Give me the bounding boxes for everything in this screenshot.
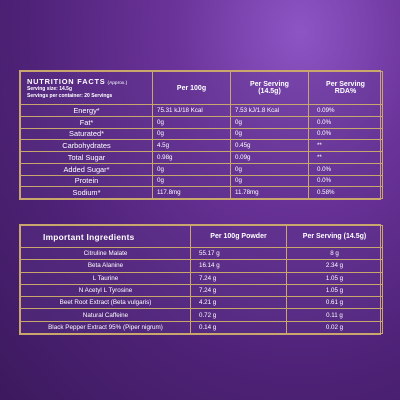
- ingredient-name: Beet Root Extract (Beta vulgaris): [21, 297, 191, 309]
- nutrient-rda: 0.0%: [309, 163, 383, 175]
- col-header-per100-powder: Per 100g Powder: [191, 226, 287, 248]
- nutrient-per100: 0g: [153, 175, 231, 187]
- ingredients-panel: [19, 224, 381, 335]
- nutrition-row: [21, 105, 383, 117]
- col-header-per-serving: [231, 72, 309, 105]
- nutrient-per-serving: 0.45g: [231, 140, 309, 152]
- ingredients-table: [20, 225, 383, 334]
- nutrient-name: Saturated*: [21, 128, 153, 140]
- ingredient-name: N Acetyl L Tyrosine: [21, 284, 191, 296]
- ingredient-per-serving: 1.05 g: [287, 272, 383, 284]
- nutrient-name: Carbohydrates: [21, 140, 153, 152]
- nutrient-rda: **: [309, 140, 383, 152]
- serving-size: Serving size: 14.5g: [27, 86, 73, 93]
- ingredient-row: [21, 297, 383, 309]
- ingredient-per100: 0.14 g: [191, 321, 287, 333]
- nutrition-title: NUTRITION FACTS: [27, 77, 106, 87]
- col-header-per-serving-line1: Per Serving: [250, 81, 289, 88]
- ingredient-name: L Taurine: [21, 272, 191, 284]
- servings-per-container: Servings per container: 20 Servings: [27, 92, 113, 99]
- nutrient-per-serving: 7.53 kJ/1.8 Kcal: [231, 105, 309, 117]
- nutrition-row: [21, 116, 383, 128]
- ingredient-per-serving: 0.02 g: [287, 321, 383, 333]
- nutrient-per100: 75.31 kJ/18 Kcal: [153, 105, 231, 117]
- nutrient-per-serving: 0g: [231, 175, 309, 187]
- nutrition-row: [21, 128, 383, 140]
- ingredient-per100: 16.14 g: [191, 260, 287, 272]
- nutrition-approx-note: (Approx.): [107, 81, 128, 87]
- nutrient-rda: 0.0%: [309, 175, 383, 187]
- ingredient-per100: 7.24 g: [191, 272, 287, 284]
- ingredient-name: Citruline Malate: [21, 248, 191, 260]
- nutrient-per100: 0g: [153, 163, 231, 175]
- nutrition-table: [20, 71, 383, 199]
- col-header-rda: [309, 72, 383, 105]
- nutrient-rda: 0.09%: [309, 105, 383, 117]
- ingredient-row: [21, 309, 383, 321]
- nutrient-rda: **: [309, 152, 383, 164]
- col-header-per100-label: Per 100g: [176, 84, 207, 92]
- col-header-per-serving-ing: Per Serving (14.5g): [287, 226, 383, 248]
- nutrient-per100: 0g: [153, 116, 231, 128]
- nutrition-row: [21, 140, 383, 152]
- nutrition-title-cell: [21, 72, 153, 105]
- ingredient-per100: 0.72 g: [191, 309, 287, 321]
- nutrient-name: Protein: [21, 175, 153, 187]
- col-header-per-serving-line2: (14.5g): [258, 88, 281, 95]
- nutrient-per-serving: 0g: [231, 128, 309, 140]
- ingredients-header-row: [21, 226, 383, 248]
- ingredient-per-serving: 0.61 g: [287, 297, 383, 309]
- nutrition-row: [21, 175, 383, 187]
- nutrition-row: [21, 187, 383, 199]
- nutrition-header-row: [21, 72, 383, 105]
- nutrient-name: Sodium*: [21, 187, 153, 199]
- ingredient-name: Natural Caffeine: [21, 309, 191, 321]
- ingredient-per100: 55.17 g: [191, 248, 287, 260]
- nutrition-row: [21, 163, 383, 175]
- col-header-rda-line2: RDA%: [334, 88, 357, 95]
- ingredient-name: Beta Alanine: [21, 260, 191, 272]
- nutrient-rda: 0.0%: [309, 128, 383, 140]
- nutrient-name: Energy*: [21, 105, 153, 117]
- nutrition-facts-panel: [19, 70, 381, 200]
- col-header-rda-line1: Per Serving: [326, 81, 365, 88]
- nutrient-per-serving: 0.09g: [231, 152, 309, 164]
- ingredient-per-serving: 2.34 g: [287, 260, 383, 272]
- ingredient-row: [21, 321, 383, 333]
- ingredient-per-serving: 1.05 g: [287, 284, 383, 296]
- nutrition-row: [21, 152, 383, 164]
- nutrient-per-serving: 0g: [231, 163, 309, 175]
- ingredient-row: [21, 272, 383, 284]
- nutrient-per100: 0.98g: [153, 152, 231, 164]
- nutrient-per-serving: 0g: [231, 116, 309, 128]
- ingredient-row: [21, 248, 383, 260]
- nutrient-rda: 0.0%: [309, 116, 383, 128]
- ingredient-row: [21, 260, 383, 272]
- nutrient-per100: 117.8mg: [153, 187, 231, 199]
- ingredient-per100: 7.24 g: [191, 284, 287, 296]
- ingredient-name: Black Pepper Extract 95% (Piper nigrum): [21, 321, 191, 333]
- ingredient-per100: 4.21 g: [191, 297, 287, 309]
- nutrient-rda: 0.58%: [309, 187, 383, 199]
- nutrient-per100: 4.5g: [153, 140, 231, 152]
- nutrient-name: Added Sugar*: [21, 163, 153, 175]
- ingredient-row: [21, 284, 383, 296]
- col-header-per100: [153, 72, 231, 105]
- ingredient-per-serving: 8 g: [287, 248, 383, 260]
- nutrient-name: Total Sugar: [21, 152, 153, 164]
- nutrient-per100: 0g: [153, 128, 231, 140]
- nutrient-per-serving: 11.78mg: [231, 187, 309, 199]
- ingredient-per-serving: 0.11 g: [287, 309, 383, 321]
- ingredients-title: Important Ingredients: [21, 226, 191, 248]
- nutrient-name: Fat*: [21, 116, 153, 128]
